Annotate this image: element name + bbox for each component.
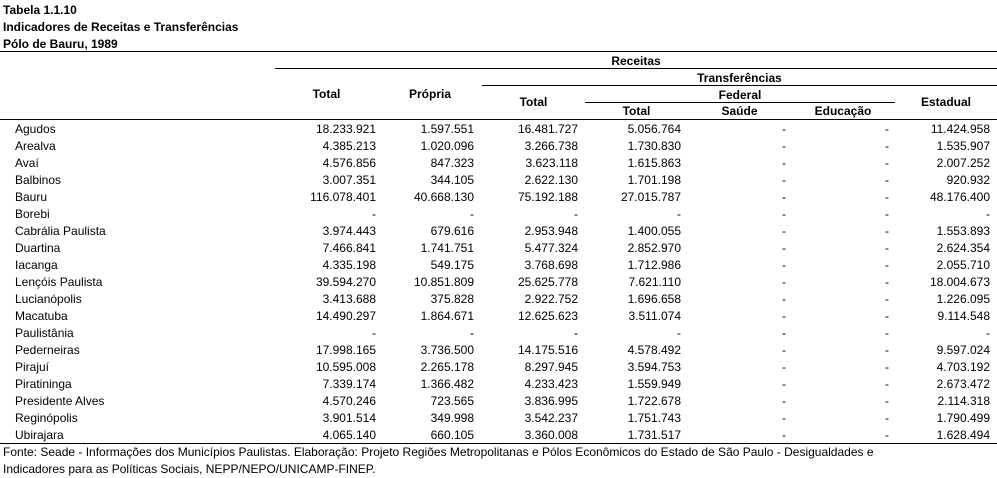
cell-municipio: Balbinos: [15, 173, 62, 187]
cell-municipio: Bauru: [15, 190, 48, 204]
cell-estadual: -: [986, 207, 990, 221]
cell-municipio: Lucianópolis: [15, 292, 82, 306]
cell-educacao: -: [885, 394, 889, 408]
cell-educacao: -: [885, 343, 889, 357]
table-row: [0, 240, 997, 257]
cell-total: 17.998.165: [315, 343, 376, 357]
header-educacao: Educação: [814, 104, 872, 118]
cell-federal-total: 1.730.830: [627, 139, 681, 153]
cell-estadual: 4.703.192: [936, 360, 990, 374]
cell-municipio: Piratininga: [15, 377, 72, 391]
table-row: [0, 410, 997, 427]
cell-propria: 723.565: [430, 394, 474, 408]
cell-total: 3.413.688: [322, 292, 376, 306]
cell-transf-total: 4.233.423: [524, 377, 578, 391]
cell-estadual: 9.597.024: [936, 343, 990, 357]
table-row: [0, 342, 997, 359]
cell-saude: -: [782, 309, 786, 323]
cell-total: 39.594.270: [315, 275, 376, 289]
table-row: [0, 155, 997, 172]
table-row: [0, 274, 997, 291]
cell-educacao: -: [885, 224, 889, 238]
source-footnote: [3, 444, 988, 478]
cell-federal-total: 1.712.986: [627, 258, 681, 272]
table-row: [0, 121, 997, 138]
header-estadual: Estadual: [920, 95, 971, 109]
cell-educacao: -: [885, 173, 889, 187]
cell-saude: -: [782, 394, 786, 408]
cell-federal-total: 5.056.764: [627, 122, 681, 136]
cell-federal-total: 7.621.110: [628, 275, 681, 289]
cell-propria: 1.864.671: [420, 309, 474, 323]
cell-estadual: 2.114.318: [937, 394, 990, 408]
cell-educacao: -: [885, 207, 889, 221]
cell-saude: -: [782, 258, 786, 272]
cell-estadual: 9.114.548: [937, 309, 990, 323]
cell-federal-total: 2.852.970: [627, 241, 681, 255]
cell-federal-total: 1.400.055: [627, 224, 681, 238]
cell-total: 18.233.921: [315, 122, 376, 136]
cell-educacao: -: [885, 326, 889, 340]
cell-total: 3.901.514: [322, 411, 376, 425]
cell-educacao: -: [885, 309, 889, 323]
cell-educacao: -: [885, 241, 889, 255]
cell-propria: 549.175: [430, 258, 474, 272]
cell-municipio: Ubirajara: [15, 428, 64, 442]
header-saude: Saúde: [721, 104, 758, 118]
table-name: Indicadores de Receitas e Transferências: [3, 20, 239, 34]
cell-transf-total: 75.192.188: [517, 190, 578, 204]
cell-federal-total: 1.559.949: [627, 377, 681, 391]
cell-total: 4.065.140: [322, 428, 376, 442]
footnote-line-1: Fonte: Seade - Informações dos Municípios Paulistas. Elaboração: Projeto Regiões Metropolitanas e Pólos Econômicos do Estado de São Paulo - Desigualdades e: [3, 445, 874, 459]
cell-educacao: -: [885, 360, 889, 374]
cell-federal-total: 1.701.198: [627, 173, 681, 187]
cell-transf-total: 3.623.118: [525, 156, 578, 170]
cell-estadual: 920.932: [946, 173, 990, 187]
cell-transf-total: 25.625.778: [517, 275, 578, 289]
cell-federal-total: 1.615.863: [627, 156, 681, 170]
table-row: [0, 172, 997, 189]
cell-transf-total: -: [574, 207, 578, 221]
cell-estadual: 1.226.095: [936, 292, 990, 306]
cell-saude: -: [782, 224, 786, 238]
cell-transf-total: 5.477.324: [524, 241, 578, 255]
cell-educacao: -: [885, 156, 889, 170]
cell-federal-total: 27.015.787: [620, 190, 681, 204]
cell-municipio: Macatuba: [15, 309, 68, 323]
cell-propria: 1.597.551: [420, 122, 474, 136]
cell-transf-total: 3.542.237: [524, 411, 578, 425]
cell-municipio: Lençóis Paulista: [15, 275, 103, 289]
cell-propria: 1.366.482: [420, 377, 474, 391]
cell-estadual: 48.176.400: [929, 190, 990, 204]
cell-transf-total: 3.836.995: [524, 394, 578, 408]
cell-total: -: [372, 326, 376, 340]
cell-municipio: Agudos: [15, 122, 56, 136]
table-number: Tabela 1.1.10: [3, 3, 77, 17]
cell-estadual: 2.007.252: [936, 156, 990, 170]
cell-municipio: Pirajuí: [15, 360, 50, 374]
cell-propria: 3.736.500: [420, 343, 474, 357]
transferencias-rule: [482, 85, 997, 86]
header-federal: Federal: [718, 88, 762, 102]
cell-transf-total: 8.297.945: [524, 360, 578, 374]
header-transferencias: Transferências: [697, 71, 782, 85]
cell-estadual: 2.624.354: [936, 241, 990, 255]
table-row: [0, 393, 997, 410]
cell-total: 10.595.008: [315, 360, 376, 374]
cell-saude: -: [782, 360, 786, 374]
cell-propria: 847.323: [430, 156, 474, 170]
cell-total: 4.576.856: [322, 156, 376, 170]
cell-propria: 40.668.130: [413, 190, 474, 204]
cell-saude: -: [782, 343, 786, 357]
cell-saude: -: [782, 326, 786, 340]
cell-estadual: -: [986, 326, 990, 340]
header-transf-total: Total: [519, 95, 548, 109]
cell-transf-total: -: [574, 326, 578, 340]
table-title: [3, 2, 238, 53]
cell-total: -: [372, 207, 376, 221]
header-bottom-rule: [0, 119, 997, 120]
cell-total: 14.490.297: [315, 309, 376, 323]
header-top-rule: [0, 51, 997, 52]
cell-saude: -: [782, 241, 786, 255]
header-total: Total: [312, 87, 341, 101]
cell-federal-total: 4.578.492: [627, 343, 681, 357]
cell-total: 3.007.351: [322, 173, 376, 187]
cell-saude: -: [782, 173, 786, 187]
table-row: [0, 427, 997, 444]
cell-saude: -: [782, 275, 786, 289]
cell-educacao: -: [885, 428, 889, 442]
cell-estadual: 1.790.499: [936, 411, 990, 425]
header-propria: Própria: [408, 87, 451, 101]
cell-estadual: 1.628.494: [936, 428, 990, 442]
cell-federal-total: 3.594.753: [627, 360, 681, 374]
cell-saude: -: [782, 190, 786, 204]
cell-transf-total: 2.953.948: [524, 224, 578, 238]
cell-municipio: Borebi: [15, 207, 50, 221]
cell-federal-total: -: [677, 326, 681, 340]
cell-propria: 679.616: [430, 224, 474, 238]
cell-municipio: Paulistânia: [15, 326, 74, 340]
cell-saude: -: [782, 411, 786, 425]
cell-total: 4.335.198: [322, 258, 376, 272]
cell-federal-total: 1.731.517: [627, 428, 681, 442]
table-row: [0, 189, 997, 206]
cell-estadual: 1.535.907: [936, 139, 990, 153]
cell-municipio: Avaí: [15, 156, 39, 170]
cell-propria: 660.105: [430, 428, 474, 442]
cell-estadual: 2.673.472: [936, 377, 990, 391]
cell-educacao: -: [885, 377, 889, 391]
receitas-rule: [275, 68, 997, 69]
cell-transf-total: 2.922.752: [524, 292, 578, 306]
cell-municipio: Reginópolis: [15, 411, 78, 425]
table-row: [0, 308, 997, 325]
cell-municipio: Cabrália Paulista: [15, 224, 106, 238]
cell-transf-total: 2.622.130: [524, 173, 578, 187]
cell-educacao: -: [885, 122, 889, 136]
cell-propria: 2.265.178: [420, 360, 474, 374]
cell-transf-total: 3.266.738: [524, 139, 578, 153]
cell-estadual: 1.553.893: [936, 224, 990, 238]
cell-propria: 10.851.809: [413, 275, 474, 289]
cell-transf-total: 3.768.698: [524, 258, 578, 272]
cell-municipio: Arealva: [15, 139, 56, 153]
cell-educacao: -: [885, 411, 889, 425]
cell-estadual: 18.004.673: [929, 275, 990, 289]
cell-total: 3.974.443: [322, 224, 376, 238]
cell-saude: -: [782, 207, 786, 221]
cell-transf-total: 16.481.727: [517, 122, 578, 136]
cell-educacao: -: [885, 292, 889, 306]
cell-propria: 375.828: [430, 292, 474, 306]
cell-saude: -: [782, 292, 786, 306]
cell-saude: -: [782, 139, 786, 153]
cell-propria: 1.741.751: [420, 241, 474, 255]
cell-educacao: -: [885, 190, 889, 204]
cell-municipio: Iacanga: [15, 258, 58, 272]
cell-federal-total: 1.722.678: [627, 394, 681, 408]
table-subtitle: Pólo de Bauru, 1989: [3, 37, 118, 51]
cell-saude: -: [782, 122, 786, 136]
cell-propria: 344.105: [430, 173, 474, 187]
cell-federal-total: 1.751.743: [627, 411, 681, 425]
cell-estadual: 2.055.710: [936, 258, 990, 272]
header-federal-total: Total: [622, 104, 651, 118]
footnote-line-2: Indicadores para as Políticas Sociais, NEPP/NEPO/UNICAMP-FINEP.: [3, 462, 376, 476]
cell-total: 7.339.174: [322, 377, 376, 391]
cell-propria: 349.998: [430, 411, 474, 425]
cell-total: 116.078.401: [310, 190, 376, 204]
cell-educacao: -: [885, 275, 889, 289]
table-row: [0, 359, 997, 376]
table-row: [0, 223, 997, 240]
cell-transf-total: 3.360.008: [524, 428, 578, 442]
cell-transf-total: 14.175.516: [517, 343, 578, 357]
cell-estadual: 11.424.958: [930, 122, 990, 136]
cell-educacao: -: [885, 139, 889, 153]
cell-municipio: Duartina: [15, 241, 61, 255]
cell-total: 4.385.213: [322, 139, 376, 153]
cell-federal-total: 1.696.658: [627, 292, 681, 306]
cell-saude: -: [782, 377, 786, 391]
cell-educacao: -: [885, 258, 889, 272]
table-row: [0, 138, 997, 155]
cell-total: 7.466.841: [322, 241, 376, 255]
table-row: [0, 257, 997, 274]
cell-propria: -: [470, 326, 474, 340]
cell-transf-total: 12.625.623: [517, 309, 578, 323]
cell-municipio: Pederneiras: [15, 343, 80, 357]
cell-total: 4.570.246: [322, 394, 376, 408]
cell-propria: -: [470, 207, 474, 221]
cell-municipio: Presidente Alves: [15, 394, 105, 408]
cell-federal-total: 3.511.074: [628, 309, 681, 323]
table-row: [0, 206, 997, 223]
table-row: [0, 291, 997, 308]
cell-federal-total: -: [677, 207, 681, 221]
federal-rule: [585, 102, 895, 103]
table-row: [0, 325, 997, 342]
cell-saude: -: [782, 428, 786, 442]
cell-saude: -: [782, 156, 786, 170]
header-receitas: Receitas: [611, 54, 661, 68]
cell-propria: 1.020.096: [420, 139, 474, 153]
table-row: [0, 376, 997, 393]
